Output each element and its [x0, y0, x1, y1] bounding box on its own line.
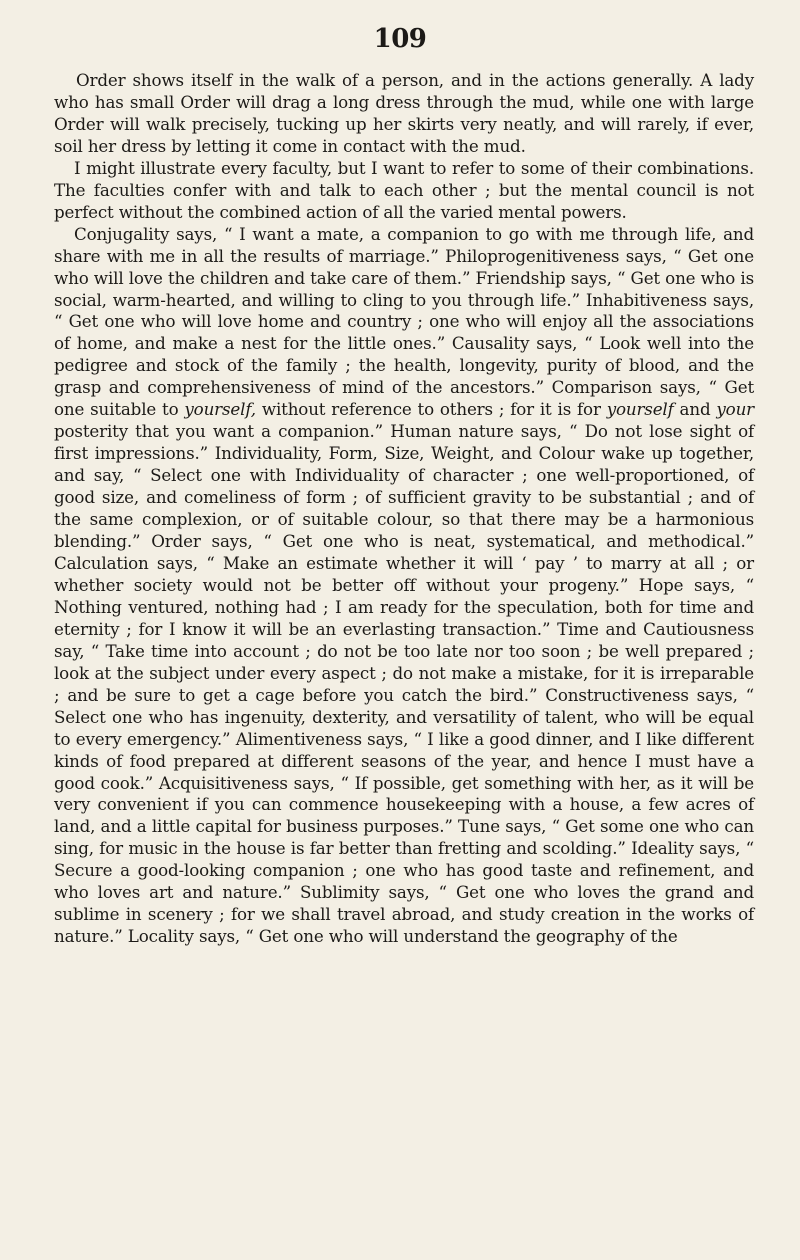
text-run: Order shows itself in the walk of a person, and in the actions generally. A lady who has small Order will drag a long dress through the mud, while one with large Order will walk precisely, tucking up her skirts very neatly, and will rarely, if ever, soil her dress by letting it come in contact with the mud.: [54, 70, 754, 156]
text-run: and: [673, 399, 717, 420]
page-number: 109: [373, 24, 427, 54]
italic-text-run: yourself: [606, 399, 674, 420]
text-run: I might illustrate every faculty, but I want to refer to some of their combinations. The faculties confer with and talk to each other ; but the mental council is not perfect without the combined action of all the varied mental powers.: [54, 157, 754, 222]
paragraph-order-walk: [54, 70, 754, 158]
paragraph-faculties-combinations: [54, 158, 754, 224]
text-run: posterity that you want a companion.” Human nature says, “ Do not lose sight of first impressions.” Individuality, Form, Size, Weight, and Colour wake up together, and say, “ Select one with Individuality of character ; one well-proportioned, of good size, and comeliness of form ; of sufficient gravity to be substantial ; and of the same complexion, or of suitable colour, so that there may be a harmonious blending.” Order says, “ Get one who is neat, systematical, and methodical.” Calculation says, “ Make an estimate whether it will ‘ pay ’ to marry at all ; or whether society would not be better off without your progeny.” Hope says, “ Nothing ventured, nothing had ; I am ready for the speculation, both for time and eternity ; for I know it will be an everlasting transaction.” Time and Cautiousness say, “ Take time into account ; do not be too late nor too soon ; be well prepared ; look at the subject under every aspect ; do not make a mistake, for it is irreparable ; and be sure to get a cage before you catch the bird.” Constructiveness says, “ Select one who has ingenuity, dexterity, and versatility of talent, who will be equal to every emergency.” Alimentiveness says, “ I like a good dinner, and I like different kinds of food prepared at different seasons of the year, and hence I must have a good cook.” Acquisitiveness says, “ If possible, get something with her, as it will be very convenient if you can commence housekeeping with a house, a few acres of land, and a little capital for business purposes.” Tune says, “ Get some one who can sing, for music in the house is far better than fretting and scolding.” Ideality says, “ Secure a good-looking companion ; one who has good taste and refinement, and who loves art and nature.” Sublimity says, “ Get one who loves the grand and sublime in scenery ; for we shall travel abroad, and study creation in the works of nature.” Locality says, “ Get one who will understand the geography of the: [54, 421, 754, 947]
text-run: without reference to others ; for it is for: [255, 399, 607, 420]
text-run: Conjugality says, “ I want a mate, a companion to go with me through life, and share with me in all the results of marriage.” Philoprogenitiveness says, “ Get one who will love the children and take care of them.” Friendship says, “ Get one who is social, warm-hearted, and willing to cling to you through life.” Inhabitiveness says, “ Get one who will love home and country ; one who will enjoy all the associations of home, and make a nest for the little ones.” Causality says, “ Look well into the pedigree and stock of the family ; the health, longevity, purity of blood, and the grasp and comprehensiveness of mind of the ancestors.” Comparison says, “ Get one suitable to: [54, 223, 754, 420]
italic-text-run: yourself,: [184, 399, 256, 420]
body-text: [54, 70, 754, 948]
paragraph-faculties-dialogue: [54, 224, 754, 948]
italic-text-run: your: [716, 399, 754, 420]
